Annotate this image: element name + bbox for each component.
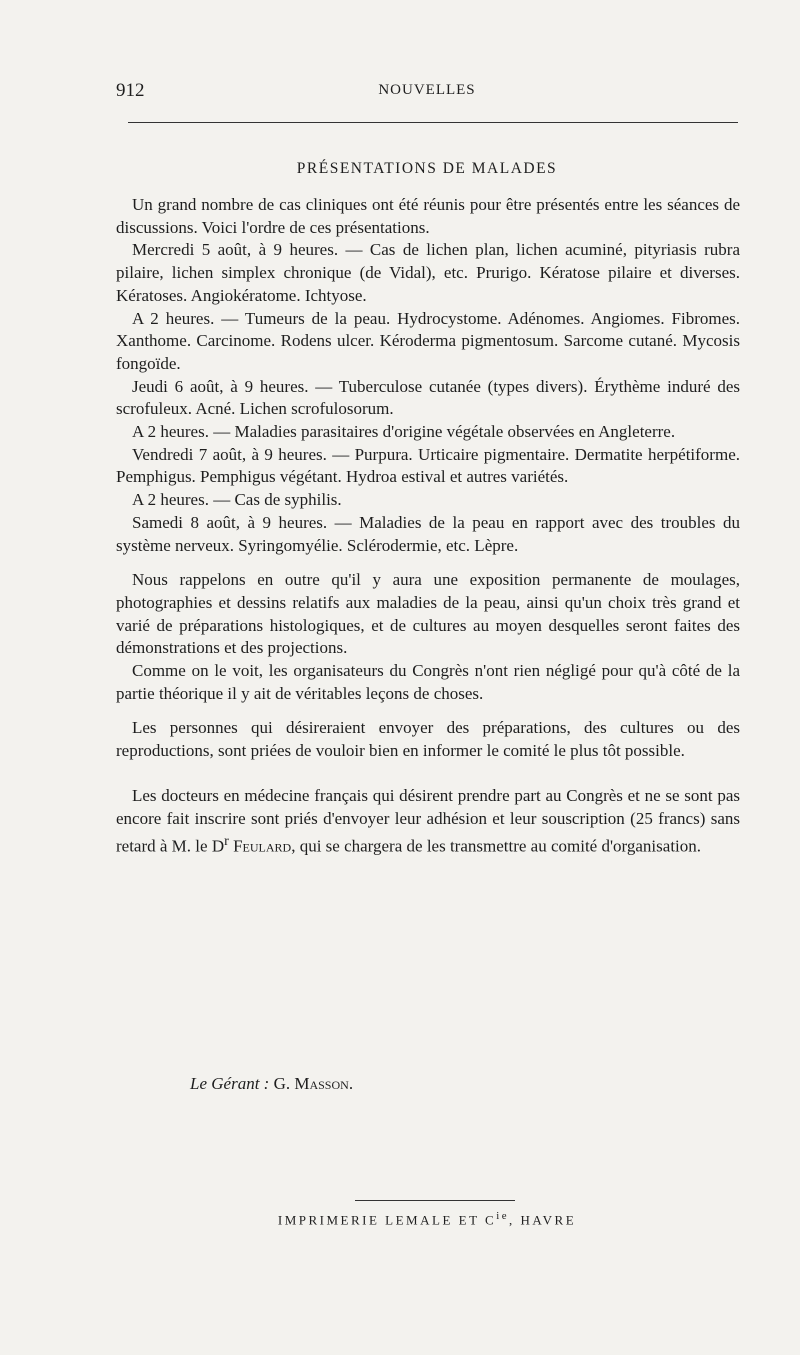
signature-role: Le Gérant : [190, 1074, 270, 1093]
registration-name: Feulard [233, 836, 292, 856]
paragraph-wednesday-morning: Mercredi 5 août, à 9 heures. — Cas de lichen plan, lichen acuminé, pityriasis rubra pilaire, lichen simplex chronique (de Vidal), etc. Prurigo. Kératose pilaire et diverses. Kératoses. Angiokératome. Ichtyose. [116, 240, 740, 305]
imprint-text-end: , HAVRE [509, 1212, 577, 1228]
paragraph-friday-morning: Vendredi 7 août, à 9 heures. — Purpura. Urticaire pigmentaire. Dermatite herpétiforme. Pemphigus. Pemphigus végétant. Hydroa estival et autres variétés. [116, 444, 740, 487]
running-title: NOUVELLES [378, 82, 476, 98]
paragraph-thursday-afternoon: A 2 heures. — Maladies parasitaires d'origine végétale observées en Angleterre. [132, 422, 676, 442]
paragraph-intro: Un grand nombre de cas cliniques ont été réunis pour être présentés entre les séances de discussions. Voici l'ordre de ces présentations. [116, 195, 740, 237]
registration-text-end: , qui se chargera de les transmettre au comité d'organisation. [291, 836, 702, 856]
footer-rule [355, 1200, 515, 1201]
paragraph-friday-afternoon: A 2 heures. — Cas de syphilis. [132, 490, 342, 510]
printer-imprint [116, 1210, 738, 1228]
page-number: 912 [116, 80, 145, 101]
paragraph-thursday-morning: Jeudi 6 août, à 9 heures. — Tuberculose cutanée (types divers). Érythème induré des scrofuleux. Acné. Lichen scrofulosorum. [116, 376, 740, 419]
signature-name: G. Masson. [273, 1074, 354, 1093]
paragraph-exhibition: Nous rappelons en outre qu'il y aura une exposition permanente de moulages, photographies et dessins relatifs aux maladies de la peau, ainsi qu'un choix très grand et varié de préparations histologiques, et de cultures au moyen desquelles seront faites des démonstrations et des projections. [116, 570, 740, 658]
paragraph-preparations: Les personnes qui désireraient envoyer des préparations, des cultures ou des reproductions, sont priées de vouloir bien en informer le comité le plus tôt possible. [116, 718, 740, 761]
registration-superscript: r [224, 833, 229, 850]
paragraph-wednesday-afternoon: A 2 heures. — Tumeurs de la peau. Hydrocystome. Adénomes. Angiomes. Fibromes. Xanthome. Carcinome. Rodens ulcer. Kéroderma pigmentosum. Sarcome cutané. Mycosis fongoïde. [116, 308, 740, 373]
section-heading: PRÉSENTATIONS DE MALADES [296, 160, 558, 177]
paragraph-saturday-morning: Samedi 8 août, à 9 heures. — Maladies de la peau en rapport avec des troubles du système nerveux. Syringomyélie. Sclérodermie, etc. Lèpre. [116, 512, 740, 555]
paragraph-organisers: Comme on le voit, les organisateurs du Congrès n'ont rien négligé pour qu'à côté de la partie théorique il y ait de véritables leçons de choses. [116, 661, 740, 703]
paragraph-registration [116, 785, 740, 859]
page-header [116, 80, 738, 106]
imprint-text: IMPRIMERIE LEMALE ET C [277, 1212, 497, 1228]
imprint-superscript: ie [496, 1210, 510, 1222]
article-body [116, 194, 740, 859]
signature [190, 1074, 353, 1094]
registration-text: Les docteurs en médecine français qui désirent prendre part au Congrès et ne se sont pas encore fait inscrire sont priés d'envoyer leur adhésion et leur souscription (25 francs) sans retard à M. le D [116, 785, 740, 856]
header-rule [128, 122, 738, 123]
